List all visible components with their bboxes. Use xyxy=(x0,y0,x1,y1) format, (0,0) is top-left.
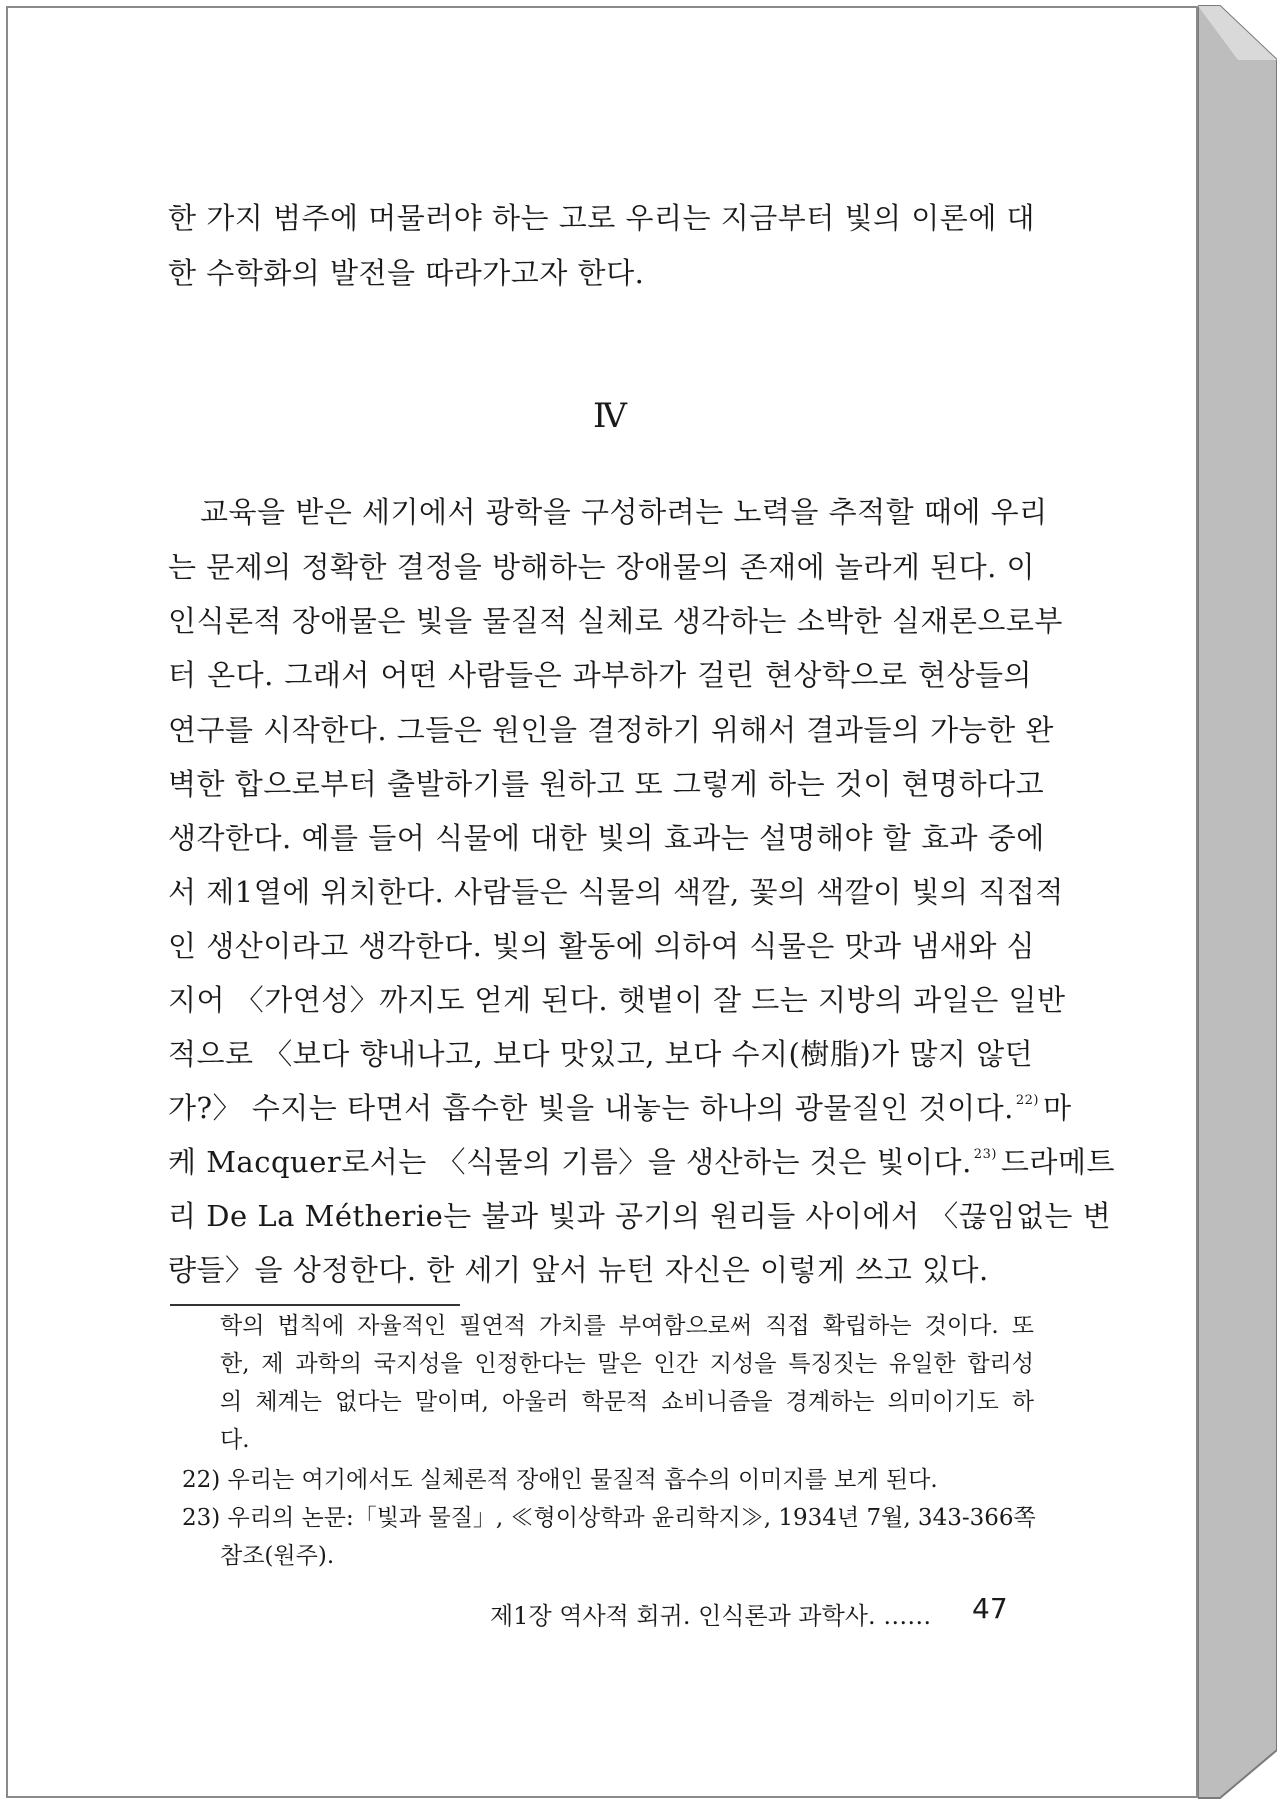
text-line: 인식론적 장애물은 빛을 물질적 실체로 생각하는 소박한 실재론으로부 xyxy=(168,604,1063,638)
book-edge-graphic xyxy=(1198,0,1277,1806)
text-line: 량들〉을 상정한다. 한 세기 앞서 뉴턴 자신은 이렇게 쓰고 있다. xyxy=(168,1253,989,1287)
text-line: 적으로 〈보다 향내나고, 보다 맛있고, 보다 수지(樹脂)가 많지 않던 xyxy=(168,1037,1034,1071)
running-footer: 제1장 역사적 회귀. 인식론과 과학사. …… xyxy=(490,1602,932,1630)
text-line: 터 온다. 그래서 어떤 사람들은 과부하가 걸린 현상학으로 현상들의 xyxy=(168,658,1032,692)
text-line: 리 De La Métherie는 불과 빛과 공기의 원리들 사이에서 〈끊임없는 변 xyxy=(168,1199,1112,1233)
footnote-23-continued: 참조(원주). xyxy=(220,1543,335,1569)
text-line: 한 수학화의 발전을 따라가고자 한다. xyxy=(168,256,645,290)
footnote-line: 의 체계는 없다는 말이며, 아울러 학문적 쇼비니즘을 경계하는 의미이기도 하 xyxy=(220,1389,1034,1415)
line-text: 드라메트 xyxy=(1000,1145,1115,1179)
text-line xyxy=(168,1142,1115,1182)
text-line: 연구를 시작한다. 그들은 원인을 결정하기 위해서 결과들의 가능한 완 xyxy=(168,713,1054,747)
text-line: 교육을 받은 세기에서 광학을 구성하려는 노력을 추적할 때에 우리 xyxy=(200,495,1048,529)
text-line: 지어 〈가연성〉까지도 얻게 된다. 햇볕이 잘 드는 지방의 과일은 일반 xyxy=(168,983,1066,1017)
text-line: 서 제1열에 위치한다. 사람들은 식물의 색깔, 꽃의 색깔이 빛의 직접적 xyxy=(168,875,1064,909)
text-line xyxy=(168,1088,1072,1128)
text-line: 생각한다. 예를 들어 식물에 대한 빛의 효과는 설명해야 할 효과 중에 xyxy=(168,821,1045,855)
footnote-23: 23) 우리의 논문:「빛과 물질」, ≪형이상학과 윤리학지≫, 1934년 7월, 343-366쪽 xyxy=(182,1505,1036,1531)
text-line: 는 문제의 정확한 결정을 방해하는 장애물의 존재에 놀라게 된다. 이 xyxy=(168,550,1036,584)
footnote-divider xyxy=(170,1304,460,1306)
line-text: 마 xyxy=(1043,1091,1072,1125)
footnote-line: 학의 법칙에 자율적인 필연적 가치를 부여함으로써 직접 확립하는 것이다. 또 xyxy=(220,1313,1034,1339)
footnote-line: 한, 제 과학의 국지성을 인정한다는 말은 인간 지성을 특징짓는 유일한 합리성 xyxy=(220,1351,1034,1377)
section-heading: Ⅳ xyxy=(593,396,627,436)
page-number: 47 xyxy=(972,1592,1008,1625)
footnote-line: 다. xyxy=(220,1427,250,1453)
footnote-22: 22) 우리는 여기에서도 실체론적 장애인 물질적 흡수의 이미지를 보게 된다. xyxy=(182,1467,938,1493)
text-line: 벽한 합으로부터 출발하기를 원하고 또 그렇게 하는 것이 현명하다고 xyxy=(168,767,1045,801)
footnote-ref: 22) xyxy=(1015,1093,1039,1108)
text-line: 한 가지 범주에 머물러야 하는 고로 우리는 지금부터 빛의 이론에 대 xyxy=(168,201,1036,235)
footnote-ref: 23) xyxy=(973,1147,997,1162)
text-line: 인 생산이라고 생각한다. 빛의 활동에 의하여 식물은 맛과 냄새와 심 xyxy=(168,929,1036,963)
line-text: 가?〉 수지는 타면서 흡수한 빛을 내놓는 하나의 광물질인 것이다. xyxy=(168,1091,1014,1125)
line-text: 케 Macquer로서는 〈식물의 기름〉을 생산하는 것은 빛이다. xyxy=(168,1145,972,1179)
